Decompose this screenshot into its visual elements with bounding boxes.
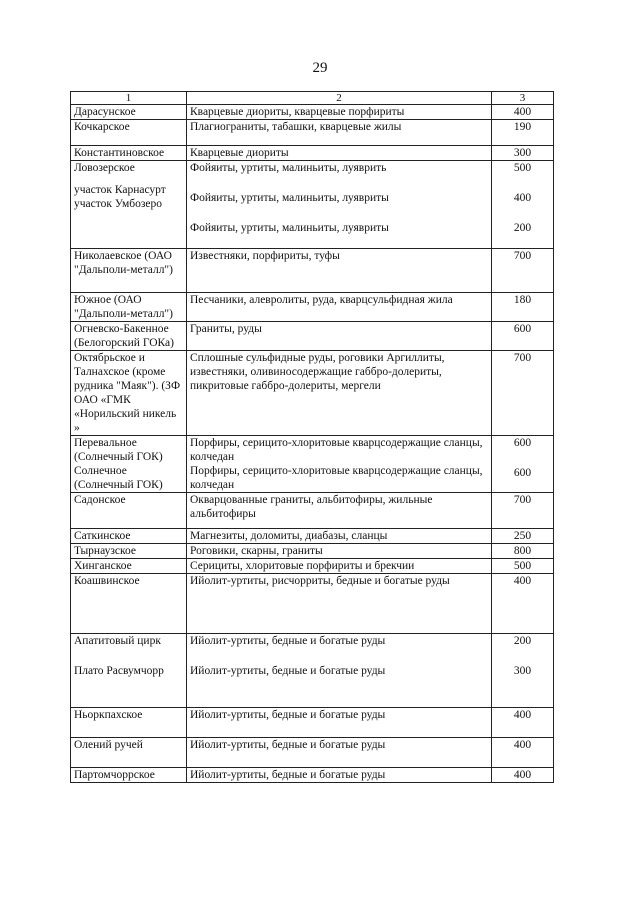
deposit-rocks: Фойяиты, уртиты, малиньиты, луявриты — [190, 222, 389, 234]
deposit-rocks: Кварцевые диориты — [187, 146, 492, 161]
column-header-2: 2 — [187, 92, 492, 105]
deposit-value: 500 — [513, 162, 532, 174]
deposit-rocks: Серициты, хлоритовые порфириты и брекчии — [187, 559, 492, 574]
table-row — [71, 249, 554, 293]
table-row — [71, 708, 554, 738]
deposit-name: участок Карнасурт — [74, 184, 166, 196]
table-row — [71, 322, 554, 351]
table-header-row — [71, 92, 554, 105]
table-row — [71, 105, 554, 120]
table-row — [71, 493, 554, 529]
table-row — [71, 146, 554, 161]
deposit-name-group — [71, 436, 187, 493]
deposit-value: 400 — [492, 738, 554, 768]
deposit-name: Солнечное (Солнечный ГОК) — [74, 465, 163, 491]
table-row — [71, 293, 554, 322]
deposit-rocks: Фойяиты, уртиты, малиньиты, луяврить — [190, 162, 387, 174]
deposit-rocks: Ийолит-уртиты, бедные и богатые руды — [190, 635, 386, 647]
deposit-rocks: Песчаники, алевролиты, руда, кварцсульфидная жила — [187, 293, 492, 322]
deposit-value: 190 — [492, 120, 554, 146]
column-header-1: 1 — [71, 92, 187, 105]
deposit-value-group — [492, 436, 554, 493]
deposit-rocks: Ийолит-уртиты, бедные и богатые руды — [187, 768, 492, 783]
deposit-value-group — [492, 161, 554, 249]
deposit-value: 400 — [492, 768, 554, 783]
table-row — [71, 351, 554, 436]
deposit-rocks: Ийолит-уртиты, бедные и богатые руды — [190, 665, 386, 677]
deposit-value: 400 — [492, 105, 554, 120]
deposit-value: 700 — [492, 249, 554, 293]
deposit-name: Константиновское — [71, 146, 187, 161]
deposit-name: Олений ручей — [71, 738, 187, 768]
deposit-rocks: Граниты, руды — [187, 322, 492, 351]
deposit-value: 200 — [513, 635, 532, 647]
deposit-rocks: Роговики, скарны, граниты — [187, 544, 492, 559]
deposit-name: Ньоркпахское — [71, 708, 187, 738]
deposit-value: 500 — [492, 559, 554, 574]
deposit-value: 200 — [513, 222, 532, 234]
deposit-name-group — [71, 161, 187, 249]
deposit-rocks: Известняки, порфириты, туфы — [187, 249, 492, 293]
deposit-name: Партомчоррское — [71, 768, 187, 783]
deposit-rocks: Порфиры, серицито-хлоритовые кварцсодержащие сланцы, колчедан — [190, 437, 483, 463]
deposit-rocks-group — [187, 161, 492, 249]
deposit-value: 400 — [492, 574, 554, 634]
deposit-value: 700 — [492, 351, 554, 436]
deposit-name: Перевальное (Солнечный ГОК) — [74, 437, 163, 463]
table-row — [71, 574, 554, 634]
deposit-rocks: Магнезиты, доломиты, диабазы, сланцы — [187, 529, 492, 544]
column-header-3: 3 — [492, 92, 554, 105]
deposit-value: 400 — [513, 192, 532, 204]
deposit-name: Садонское — [71, 493, 187, 529]
deposit-name: участок Умбозеро — [74, 198, 162, 210]
table-row — [71, 544, 554, 559]
deposit-name: Николаевское (ОАО "Дальполи-металл") — [71, 249, 187, 293]
table-row — [71, 529, 554, 544]
deposit-value: 400 — [492, 708, 554, 738]
page-number: 29 — [312, 60, 328, 76]
deposit-name-group — [71, 634, 187, 708]
deposit-name: Ловозерское — [74, 162, 135, 174]
deposit-name: Дарасунское — [71, 105, 187, 120]
deposit-value: 180 — [492, 293, 554, 322]
deposit-rocks: Ийолит-уртиты, бедные и богатые руды — [187, 738, 492, 768]
deposit-name: Саткинское — [71, 529, 187, 544]
deposit-rocks: Кварцевые диориты, кварцевые порфириты — [187, 105, 492, 120]
deposit-rocks: Сплошные сульфидные руды, роговики Аргиллиты, известняки, оливиносодержащие габбро-долериты, пикритовые габбро-долериты, мергели — [187, 351, 492, 436]
deposit-rocks-group — [187, 634, 492, 708]
deposit-name: Огневско-Бакенное (Белогорский ГОКа) — [71, 322, 187, 351]
deposit-rocks-group — [187, 436, 492, 493]
deposit-value: 600 — [492, 322, 554, 351]
deposit-name: Тырнаузское — [71, 544, 187, 559]
table-row — [71, 559, 554, 574]
deposit-name: Плато Расвумчорр — [74, 665, 164, 677]
deposit-name: Южное (ОАО "Дальполи-металл") — [71, 293, 187, 322]
deposit-value: 600 — [513, 467, 532, 479]
table-row — [71, 436, 554, 493]
deposits-table — [70, 91, 554, 783]
deposit-value: 600 — [513, 437, 532, 449]
deposit-name: Коашвинское — [71, 574, 187, 634]
deposit-value: 700 — [492, 493, 554, 529]
deposit-name: Хинганское — [71, 559, 187, 574]
deposit-rocks: Ийолит-уртиты, бедные и богатые руды — [187, 708, 492, 738]
deposit-rocks: Окварцованные граниты, альбитофиры, жильные альбитофиры — [187, 493, 492, 529]
table-row — [71, 120, 554, 146]
table-row — [71, 161, 554, 249]
table-row — [71, 634, 554, 708]
deposit-value: 300 — [513, 665, 532, 677]
table-row — [71, 738, 554, 768]
deposit-value: 250 — [492, 529, 554, 544]
deposit-rocks: Фойяиты, уртиты, малиньиты, луявриты — [190, 192, 389, 204]
deposit-value-group — [492, 634, 554, 708]
deposit-value: 800 — [492, 544, 554, 559]
deposit-rocks: Ийолит-уртиты, рисчорриты, бедные и богатые руды — [187, 574, 492, 634]
table-row — [71, 768, 554, 783]
deposit-name: Кочкарское — [71, 120, 187, 146]
deposit-name: Октябрьское и Талнахское (кроме рудника "Маяк"). (ЗФ ОАО «ГМК «Норильский никель » — [71, 351, 187, 436]
deposit-value: 300 — [492, 146, 554, 161]
deposit-rocks: Порфиры, серицито-хлоритовые кварцсодержащие сланцы, колчедан — [190, 465, 483, 491]
deposit-rocks: Плагиограниты, табашки, кварцевые жилы — [187, 120, 492, 146]
deposit-name: Апатитовый цирк — [74, 635, 161, 647]
